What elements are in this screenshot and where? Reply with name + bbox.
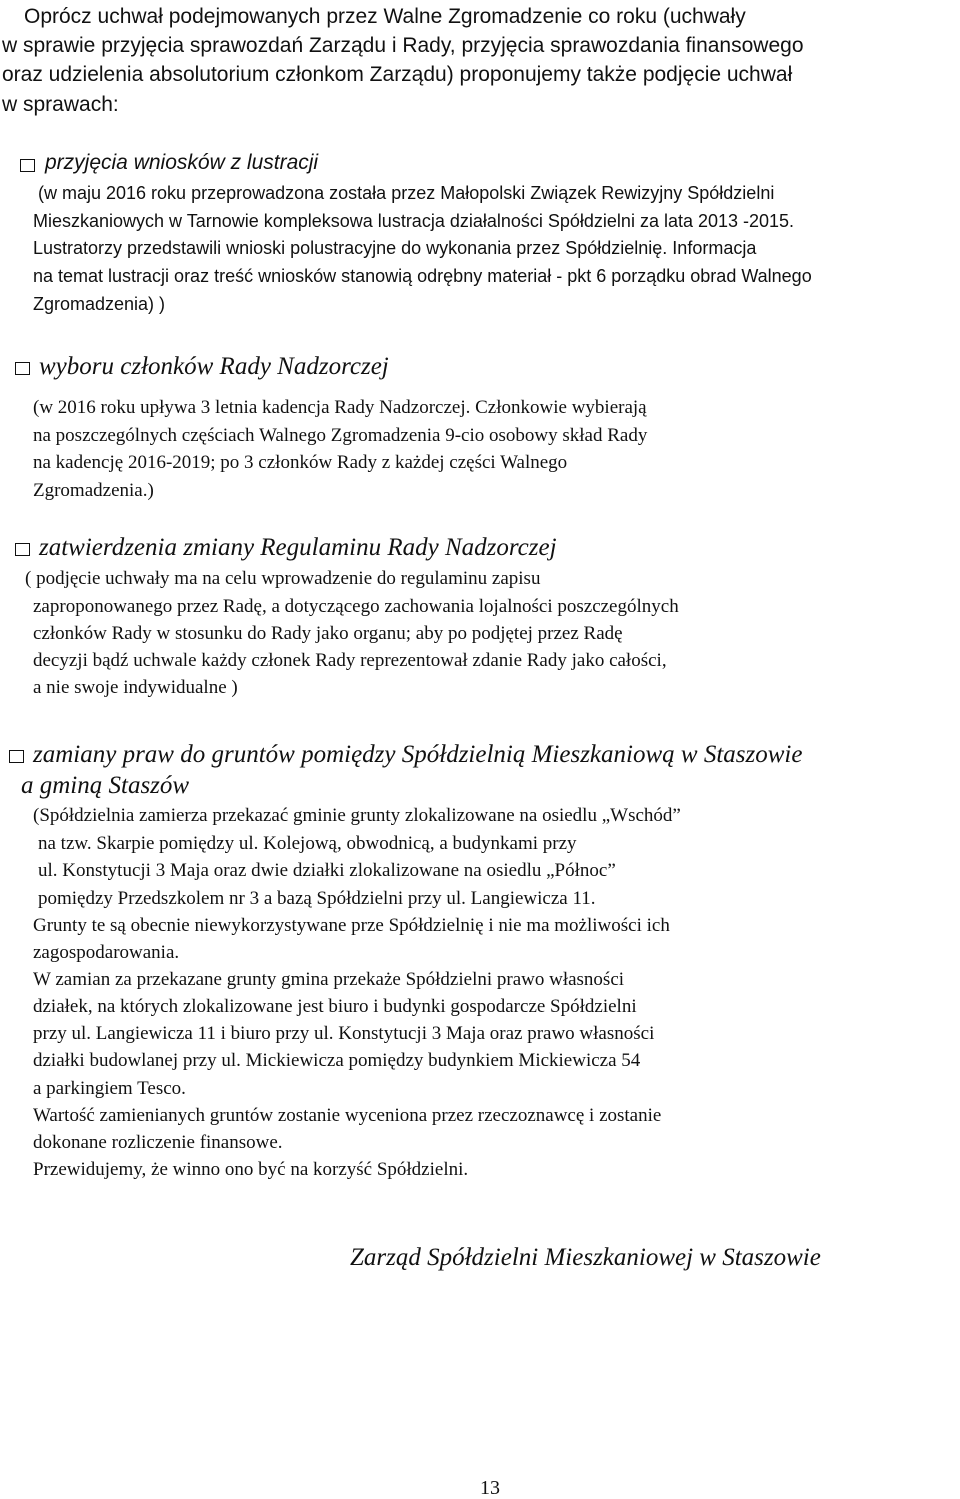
section-heading: zamiany praw do gruntów pomiędzy Spółdzielnią Mieszkaniową w Staszowie [33,741,803,768]
section-body-line: pomiędzy Przedszkolem nr 3 a bazą Spółdzielni przy ul. Langiewicza 11. [38,888,596,909]
checkbox-icon [20,159,35,172]
section-body-line: działki budowlanej przy ul. Mickiewicza pomiędzy budynkiem Mickiewicza 54 [33,1050,641,1071]
section-body-line: Zgromadzenia.) [33,480,154,501]
section-body-line: decyzji bądź uchwale każdy członek Rady reprezentował zdanie Rady jako całości, [33,650,667,671]
section-body-line: na poszczególnych częściach Walnego Zgromadzenia 9-cio osobowy skład Rady [33,425,648,446]
intro-line: oraz udzielenia absolutorium członkom Zarządu) proponujemy także podjęcie uchwał [2,63,793,86]
section-body-line: Przewidujemy, że winno ono być na korzyść Spółdzielni. [33,1159,469,1180]
section-body-line: na kadencję 2016-2019; po 3 członków Rady z każdej części Walnego [33,452,568,473]
checkbox-icon [15,543,30,556]
checkbox-icon [9,750,24,763]
section-body-line: (w maju 2016 roku przeprowadzona została przez Małopolski Związek Rewizyjny Spółdzielni [38,183,775,203]
section-body-line: Zgromadzenia) ) [33,294,166,314]
section-body-line: (w 2016 roku upływa 3 letnia kadencja Rady Nadzorczej. Członkowie wybierają [33,397,647,418]
section-body-line: a nie swoje indywidualne ) [33,677,238,698]
section-heading: wyboru członków Rady Nadzorczej [39,353,389,380]
section-body-line: zaproponowanego przez Radę, a dotyczącego zachowania lojalności poszczególnych [33,596,679,617]
section-body-line: a parkingiem Tesco. [33,1078,186,1099]
intro-line: w sprawach: [2,93,119,116]
checkbox-icon [15,362,30,375]
section-body-line: członków Rady w stosunku do Rady jako organu; aby po podjętej przez Radę [33,623,623,644]
section-body-line: ul. Konstytucji 3 Maja oraz dwie działki zlokalizowane na osiedlu „Północ” [38,860,616,881]
section-body-line: ( podjęcie uchwały ma na celu wprowadzenie do regulaminu zapisu [25,568,541,589]
section-heading: zatwierdzenia zmiany Regulaminu Rady Nadzorczej [39,534,557,561]
page-number: 13 [480,1477,500,1499]
section-body-line: W zamian za przekazane grunty gmina przekaże Spółdzielni prawo własności [33,969,625,990]
section-body-line: zagospodarowania. [33,942,180,963]
section-heading: przyjęcia wniosków z lustracji [45,151,319,174]
section-body-line: Mieszkaniowych w Tarnowie kompleksowa lustracja działalności Spółdzielni za lata 2013 -2015. [33,211,795,231]
section-body-line: działek, na których zlokalizowane jest biuro i budynki gospodarcze Spółdzielni [33,996,637,1017]
intro-line: w sprawie przyjęcia sprawozdań Zarządu i Rady, przyjęcia sprawozdania finansowego [2,34,804,57]
signature: Zarząd Spółdzielni Mieszkaniowej w Staszowie [350,1244,821,1271]
section-body-line: na tzw. Skarpie pomiędzy ul. Kolejową, obwodnicą, a budynkami przy [38,833,577,854]
section-body-line: na temat lustracji oraz treść wniosków stanowią odrębny materiał - pkt 6 porządku obrad Walnego [33,266,812,286]
section-body-line: przy ul. Langiewicza 11 i biuro przy ul. Konstytucji 3 Maja oraz prawo własności [33,1023,655,1044]
section-heading: a gminą Staszów [21,772,190,799]
section-body-line: Grunty te są obecnie niewykorzystywane prze Spółdzielnię i nie ma możliwości ich [33,915,670,936]
section-body-line: (Spółdzielnia zamierza przekazać gminie grunty zlokalizowane na osiedlu „Wschód” [33,805,681,826]
section-body-line: Lustratorzy przedstawili wnioski polustracyjne do wykonania przez Spółdzielnię. Informacja [33,238,757,258]
section-body-line: Wartość zamienianych gruntów zostanie wyceniona przez rzeczoznawcę i zostanie [33,1105,662,1126]
intro-line: Oprócz uchwał podejmowanych przez Walne Zgromadzenie co roku (uchwały [24,5,746,28]
section-body-line: dokonane rozliczenie finansowe. [33,1132,283,1153]
